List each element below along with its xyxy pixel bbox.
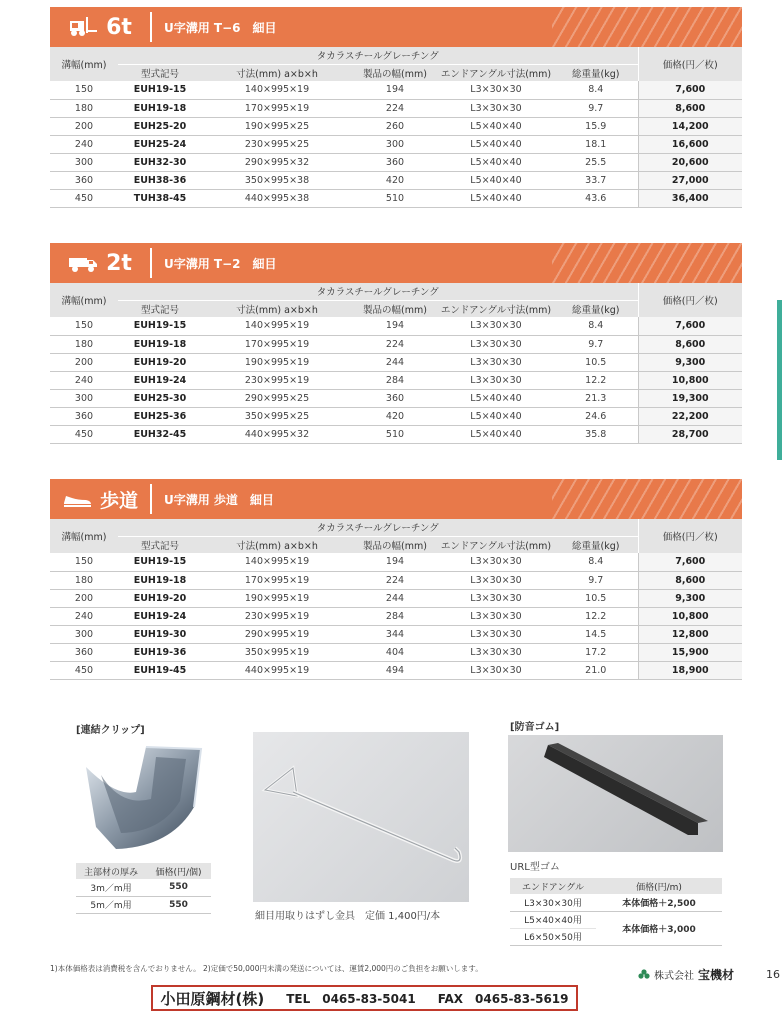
cell-dims: 230×995×25 <box>202 135 352 153</box>
cell-width: 200 <box>50 117 118 135</box>
table-row <box>510 894 722 911</box>
header-price: 価格(円／枚) <box>638 283 742 317</box>
cell-weight: 8.4 <box>554 317 638 335</box>
header-group: タカラスチールグレーチング <box>118 47 638 64</box>
cell-width: 240 <box>50 371 118 389</box>
cell-dims: 290×995×19 <box>202 625 352 643</box>
cell-price: 27,000 <box>638 171 742 189</box>
header-weight: 総重量(kg) <box>554 300 638 317</box>
header-model: 型式記号 <box>118 300 202 317</box>
table-row <box>50 661 742 679</box>
section-title: U字溝用 歩道 細目 <box>164 492 274 507</box>
cell-price: 20,600 <box>638 153 742 171</box>
cell-dims: 350×995×38 <box>202 171 352 189</box>
cell-dims: 140×995×19 <box>202 81 352 99</box>
cell-price: 18,900 <box>638 661 742 679</box>
cell-width: 240 <box>50 607 118 625</box>
table-row <box>50 371 742 389</box>
cell-width: 150 <box>50 553 118 571</box>
header-group: タカラスチールグレーチング <box>118 283 638 300</box>
cell-model: EUH19-18 <box>118 99 202 117</box>
cell-product-width: 194 <box>352 81 438 99</box>
cell-product-width: 224 <box>352 99 438 117</box>
table-row <box>510 911 722 928</box>
cell-width: 360 <box>50 643 118 661</box>
cell-end-angle: L5×40×40 <box>438 171 554 189</box>
cell-model: EUH19-24 <box>118 607 202 625</box>
dealer-stamp <box>151 985 578 1011</box>
cell-weight: 12.2 <box>554 607 638 625</box>
cell-product-width: 284 <box>352 371 438 389</box>
cell-weight: 18.1 <box>554 135 638 153</box>
header-end-angle: エンドアングル寸法(mm) <box>438 64 554 81</box>
cell-dims: 140×995×19 <box>202 553 352 571</box>
section-badge <box>50 243 150 283</box>
header-price: 価格(円／枚) <box>638 519 742 553</box>
table-row <box>50 135 742 153</box>
section-title: U字溝用 T−6 細目 <box>164 20 277 35</box>
cell-model: EUH19-15 <box>118 317 202 335</box>
cell-model: EUH32-45 <box>118 425 202 443</box>
clip-price: 550 <box>146 896 211 913</box>
cell-model: EUH32-30 <box>118 153 202 171</box>
cell-price: 10,800 <box>638 371 742 389</box>
section-badge <box>50 7 150 47</box>
cell-price: 36,400 <box>638 189 742 207</box>
cell-product-width: 194 <box>352 317 438 335</box>
side-accent-line <box>777 300 782 460</box>
table-row <box>50 625 742 643</box>
header-stripes <box>552 243 742 283</box>
cell-weight: 35.8 <box>554 425 638 443</box>
table-row <box>50 153 742 171</box>
cell-price: 19,300 <box>638 389 742 407</box>
cell-model: EUH25-24 <box>118 135 202 153</box>
cell-price: 8,600 <box>638 571 742 589</box>
cell-price: 8,600 <box>638 99 742 117</box>
header-dims: 寸法(mm) a×b×h <box>202 536 352 553</box>
table-row <box>50 117 742 135</box>
cell-dims: 290×995×25 <box>202 389 352 407</box>
cell-weight: 14.5 <box>554 625 638 643</box>
section-header <box>50 7 742 47</box>
cell-dims: 190×995×25 <box>202 117 352 135</box>
clip-thickness: 5m／m用 <box>76 896 146 913</box>
cell-end-angle: L5×40×40 <box>438 135 554 153</box>
table-row <box>50 643 742 661</box>
rubber-price-table <box>510 878 722 946</box>
cell-width: 450 <box>50 661 118 679</box>
cell-width: 450 <box>50 189 118 207</box>
rubber-angle: L3×30×30用 <box>510 894 596 911</box>
page-number: 16 <box>766 968 780 981</box>
cell-width: 200 <box>50 589 118 607</box>
cell-end-angle: L3×30×30 <box>438 553 554 571</box>
cell-price: 7,600 <box>638 81 742 99</box>
tool-caption: 細目用取りはずし金具 定価 1,400円/本 <box>255 911 441 922</box>
section-title: U字溝用 T−2 細目 <box>164 256 277 271</box>
footnote: 1)本体価格表は消費税を含んでおりません。 2)定価で50,000円未満の発送については、運賃2,000円のご負担をお願いします。 <box>50 964 483 973</box>
header-dims: 寸法(mm) a×b×h <box>202 64 352 81</box>
rubber-strip-icon <box>508 735 723 852</box>
table-row <box>50 571 742 589</box>
table-row <box>50 389 742 407</box>
table-row <box>76 896 211 913</box>
cell-weight: 10.5 <box>554 353 638 371</box>
cell-price: 8,600 <box>638 335 742 353</box>
cell-dims: 440×995×19 <box>202 661 352 679</box>
table-row <box>50 99 742 117</box>
header-end-angle: エンドアングル寸法(mm) <box>438 536 554 553</box>
cell-weight: 9.7 <box>554 335 638 353</box>
cell-weight: 21.3 <box>554 389 638 407</box>
table-row <box>50 171 742 189</box>
cell-product-width: 300 <box>352 135 438 153</box>
cell-product-width: 284 <box>352 607 438 625</box>
cell-weight: 12.2 <box>554 371 638 389</box>
cell-price: 12,800 <box>638 625 742 643</box>
header-divider <box>150 248 152 278</box>
spec-table <box>50 519 742 680</box>
cell-dims: 190×995×19 <box>202 353 352 371</box>
cell-width: 150 <box>50 81 118 99</box>
cell-weight: 8.4 <box>554 553 638 571</box>
cell-model: EUH19-45 <box>118 661 202 679</box>
cell-end-angle: L5×40×40 <box>438 117 554 135</box>
rubber-photo <box>508 735 723 852</box>
cell-weight: 43.6 <box>554 189 638 207</box>
cell-dims: 350×995×25 <box>202 407 352 425</box>
cell-product-width: 194 <box>352 553 438 571</box>
cell-width: 300 <box>50 625 118 643</box>
cell-price: 9,300 <box>638 589 742 607</box>
table-row <box>50 607 742 625</box>
cell-model: EUH19-24 <box>118 371 202 389</box>
cell-product-width: 404 <box>352 643 438 661</box>
cell-width: 300 <box>50 153 118 171</box>
header-group: タカラスチールグレーチング <box>118 519 638 536</box>
cell-product-width: 224 <box>352 571 438 589</box>
cell-width: 240 <box>50 135 118 153</box>
cell-dims: 170×995×19 <box>202 335 352 353</box>
table-row <box>50 189 742 207</box>
header-end-angle: エンドアングル寸法(mm) <box>438 300 554 317</box>
cell-product-width: 494 <box>352 661 438 679</box>
cell-price: 16,600 <box>638 135 742 153</box>
hook-tool-icon <box>253 732 469 902</box>
cell-model: EUH19-36 <box>118 643 202 661</box>
cell-width: 180 <box>50 335 118 353</box>
cell-price: 15,900 <box>638 643 742 661</box>
cell-price: 7,600 <box>638 317 742 335</box>
section-6t <box>50 7 742 208</box>
cell-product-width: 420 <box>352 407 438 425</box>
cell-model: EUH19-15 <box>118 81 202 99</box>
table-row <box>50 353 742 371</box>
rubber-price: 本体価格＋3,000 <box>596 911 722 945</box>
cell-model: EUH25-36 <box>118 407 202 425</box>
rubber-label: [防音ゴム] <box>510 722 560 733</box>
clip-header-price: 価格(円/個) <box>146 863 211 879</box>
cell-model: EUH19-18 <box>118 571 202 589</box>
cell-product-width: 244 <box>352 353 438 371</box>
clip-label: [連結クリップ] <box>76 725 145 736</box>
shoe-icon <box>62 489 92 509</box>
cell-model: EUH38-36 <box>118 171 202 189</box>
clip-price: 550 <box>146 879 211 896</box>
cell-end-angle: L5×40×40 <box>438 425 554 443</box>
cell-end-angle: L3×30×30 <box>438 661 554 679</box>
header-product-width: 製品の幅(mm) <box>352 300 438 317</box>
header-model: 型式記号 <box>118 536 202 553</box>
header-weight: 総重量(kg) <box>554 536 638 553</box>
cell-end-angle: L3×30×30 <box>438 589 554 607</box>
cell-dims: 230×995×19 <box>202 371 352 389</box>
forklift-icon <box>68 17 98 37</box>
cell-width: 300 <box>50 389 118 407</box>
cell-price: 10,800 <box>638 607 742 625</box>
cell-product-width: 420 <box>352 171 438 189</box>
cell-end-angle: L3×30×30 <box>438 81 554 99</box>
cell-product-width: 244 <box>352 589 438 607</box>
rubber-angle: L6×50×50用 <box>510 928 596 945</box>
cell-width: 180 <box>50 99 118 117</box>
cell-end-angle: L3×30×30 <box>438 371 554 389</box>
cell-weight: 17.2 <box>554 643 638 661</box>
table-row <box>76 879 211 896</box>
cell-end-angle: L3×30×30 <box>438 571 554 589</box>
cell-dims: 290×995×32 <box>202 153 352 171</box>
cell-end-angle: L5×40×40 <box>438 389 554 407</box>
company-prefix: 株式会社 <box>654 971 694 982</box>
cell-model: EUH19-30 <box>118 625 202 643</box>
cell-price: 22,200 <box>638 407 742 425</box>
table-row <box>50 553 742 571</box>
cell-product-width: 344 <box>352 625 438 643</box>
table-row <box>50 589 742 607</box>
truck-icon <box>68 253 98 273</box>
clover-icon <box>638 969 650 981</box>
header-divider <box>150 12 152 42</box>
cell-dims: 440×995×32 <box>202 425 352 443</box>
header-model: 型式記号 <box>118 64 202 81</box>
clip-header-thickness: 主部材の厚み <box>76 863 146 879</box>
header-width: 溝幅(mm) <box>50 519 118 553</box>
cell-product-width: 224 <box>352 335 438 353</box>
cell-weight: 10.5 <box>554 589 638 607</box>
rubber-header-price: 価格(円/m) <box>596 878 722 894</box>
section-badge-text: 6t <box>106 14 132 40</box>
cell-end-angle: L3×30×30 <box>438 607 554 625</box>
cell-weight: 25.5 <box>554 153 638 171</box>
cell-product-width: 360 <box>352 153 438 171</box>
cell-end-angle: L3×30×30 <box>438 643 554 661</box>
table-row <box>50 407 742 425</box>
clip-thickness: 3m／m用 <box>76 879 146 896</box>
cell-product-width: 360 <box>352 389 438 407</box>
header-stripes <box>552 479 742 519</box>
clip-photo <box>76 737 216 857</box>
cell-end-angle: L5×40×40 <box>438 189 554 207</box>
rubber-header-angle: エンドアングル <box>510 878 596 894</box>
cell-model: EUH25-30 <box>118 389 202 407</box>
company-logo <box>638 966 734 983</box>
cell-end-angle: L5×40×40 <box>438 407 554 425</box>
cell-price: 14,200 <box>638 117 742 135</box>
cell-width: 200 <box>50 353 118 371</box>
dealer-name: 小田原鋼材(株) <box>160 989 265 1008</box>
cell-model: EUH19-20 <box>118 589 202 607</box>
cell-weight: 15.9 <box>554 117 638 135</box>
section-header <box>50 243 742 283</box>
cell-product-width: 510 <box>352 189 438 207</box>
cell-price: 7,600 <box>638 553 742 571</box>
cell-weight: 21.0 <box>554 661 638 679</box>
section-header <box>50 479 742 519</box>
cell-weight: 24.6 <box>554 407 638 425</box>
dealer-fax: FAX 0465-83-5619 <box>437 991 569 1006</box>
section-badge-text: 歩道 <box>99 489 138 512</box>
company-name: 宝機材 <box>698 968 735 982</box>
tool-photo <box>253 732 469 902</box>
cell-dims: 190×995×19 <box>202 589 352 607</box>
header-dims: 寸法(mm) a×b×h <box>202 300 352 317</box>
cell-model: EUH19-15 <box>118 553 202 571</box>
table-row <box>50 81 742 99</box>
cell-dims: 170×995×19 <box>202 571 352 589</box>
cell-width: 150 <box>50 317 118 335</box>
cell-width: 180 <box>50 571 118 589</box>
spec-table <box>50 283 742 444</box>
cell-price: 9,300 <box>638 353 742 371</box>
cell-width: 450 <box>50 425 118 443</box>
cell-end-angle: L3×30×30 <box>438 625 554 643</box>
section-badge-text: 2t <box>106 250 132 276</box>
header-stripes <box>552 7 742 47</box>
header-product-width: 製品の幅(mm) <box>352 64 438 81</box>
cell-model: EUH19-18 <box>118 335 202 353</box>
cell-width: 360 <box>50 407 118 425</box>
cell-weight: 9.7 <box>554 571 638 589</box>
cell-end-angle: L3×30×30 <box>438 353 554 371</box>
header-width: 溝幅(mm) <box>50 283 118 317</box>
cell-weight: 33.7 <box>554 171 638 189</box>
header-product-width: 製品の幅(mm) <box>352 536 438 553</box>
section-badge <box>50 479 150 519</box>
cell-weight: 9.7 <box>554 99 638 117</box>
table-row <box>50 335 742 353</box>
cell-end-angle: L5×40×40 <box>438 153 554 171</box>
cell-dims: 140×995×19 <box>202 317 352 335</box>
spec-table <box>50 47 742 208</box>
cell-width: 360 <box>50 171 118 189</box>
header-divider <box>150 484 152 514</box>
cell-dims: 230×995×19 <box>202 607 352 625</box>
cell-model: EUH25-20 <box>118 117 202 135</box>
cell-model: TUH38-45 <box>118 189 202 207</box>
rubber-price: 本体価格＋2,500 <box>596 894 722 911</box>
section-2t <box>50 243 742 444</box>
cell-end-angle: L3×30×30 <box>438 317 554 335</box>
cell-weight: 8.4 <box>554 81 638 99</box>
cell-dims: 440×995×38 <box>202 189 352 207</box>
cell-dims: 350×995×19 <box>202 643 352 661</box>
section-sidewalk <box>50 479 742 680</box>
clip-price-table <box>76 863 211 914</box>
cell-model: EUH19-20 <box>118 353 202 371</box>
cell-price: 28,700 <box>638 425 742 443</box>
dealer-tel: TEL 0465-83-5041 <box>286 991 416 1006</box>
rubber-angle: L5×40×40用 <box>510 911 596 928</box>
cell-product-width: 510 <box>352 425 438 443</box>
table-row <box>50 425 742 443</box>
header-width: 溝幅(mm) <box>50 47 118 81</box>
rubber-type: URL型ゴム <box>510 862 560 873</box>
header-price: 価格(円／枚) <box>638 47 742 81</box>
cell-end-angle: L3×30×30 <box>438 335 554 353</box>
table-row <box>50 317 742 335</box>
cell-product-width: 260 <box>352 117 438 135</box>
cell-end-angle: L3×30×30 <box>438 99 554 117</box>
header-weight: 総重量(kg) <box>554 64 638 81</box>
cell-dims: 170×995×19 <box>202 99 352 117</box>
